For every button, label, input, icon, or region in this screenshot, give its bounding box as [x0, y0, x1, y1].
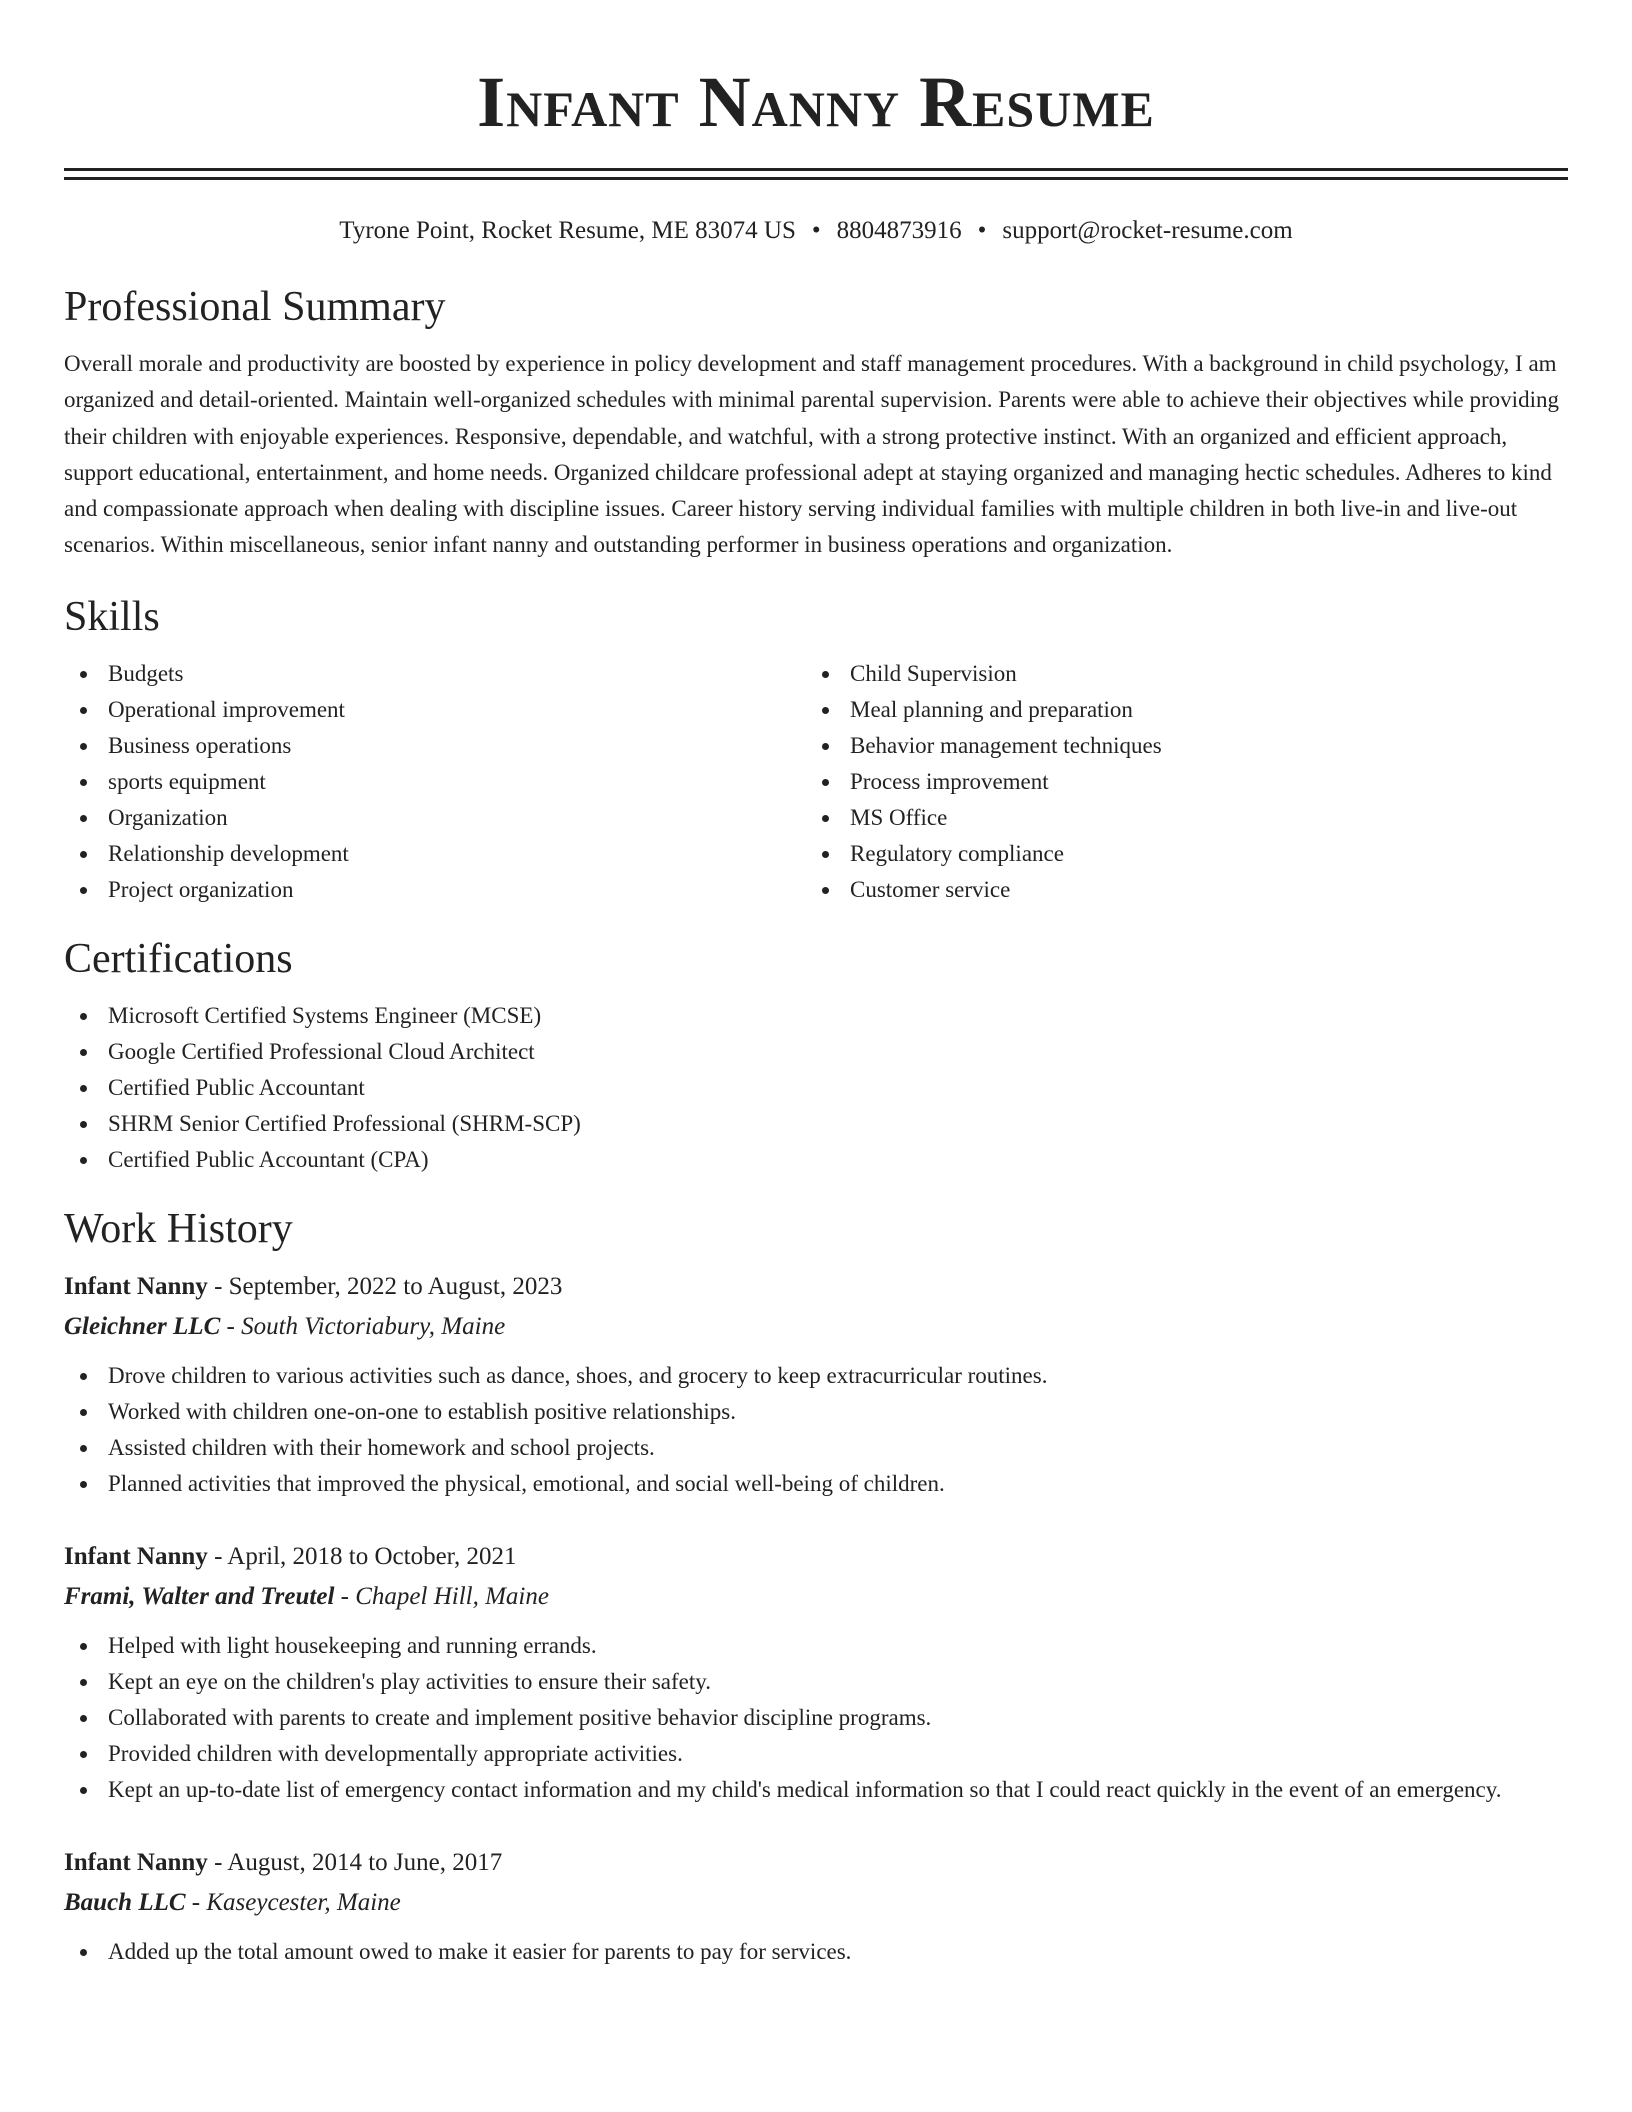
skill-item: Behavior management techniques	[806, 728, 1548, 764]
duty-item: Kept an eye on the children's play activities to ensure their safety.	[64, 1664, 1568, 1700]
duty-item: Kept an up-to-date list of emergency contact information and my child's medical information so that I could react quickly in the event of an emergency.	[64, 1772, 1568, 1808]
job-role: Infant Nanny	[64, 1272, 208, 1300]
job-dates: - April, 2018 to October, 2021	[207, 1542, 517, 1570]
job-dates: - September, 2022 to August, 2023	[207, 1272, 563, 1300]
job-location: - Kaseycester, Maine	[185, 1888, 401, 1916]
job-entry	[64, 1268, 1568, 1502]
certifications-section	[64, 934, 1568, 1178]
job-company: Bauch LLC	[64, 1888, 186, 1916]
job-company-line	[64, 1578, 1568, 1616]
summary-heading: Professional Summary	[64, 284, 446, 330]
skill-item: Meal planning and preparation	[806, 692, 1548, 728]
contact-separator: •	[811, 217, 821, 244]
skill-item: Organization	[64, 800, 806, 836]
skill-item: Relationship development	[64, 836, 806, 872]
job-duties	[64, 1934, 1568, 1970]
certification-item: Certified Public Accountant (CPA)	[64, 1142, 1568, 1178]
certifications-heading: Certifications	[64, 935, 293, 982]
certification-item: Certified Public Accountant	[64, 1070, 1568, 1106]
job-duties	[64, 1628, 1568, 1808]
job-title-line	[64, 1268, 1568, 1306]
resume-title: Infant Nanny Resume	[477, 62, 1155, 142]
skills-section	[64, 592, 1568, 908]
job-dates: - August, 2014 to June, 2017	[207, 1848, 503, 1876]
skills-column-left	[64, 656, 806, 908]
skill-item: sports equipment	[64, 764, 806, 800]
job-company: Gleichner LLC	[64, 1312, 221, 1340]
work-history-section	[64, 1204, 1568, 1970]
job-location: - Chapel Hill, Maine	[334, 1582, 549, 1610]
skills-heading: Skills	[64, 593, 160, 640]
contact-line	[64, 214, 1568, 248]
summary-text: Overall morale and productivity are boosted by experience in policy development and staff management procedures. With a background in child psychology, I am organized and detail-oriented. Maintain well-organized schedules with minimal parental supervision. Parents were able to achieve their objectives while providing their children with enjoyable experiences. Responsive, dependable, and watchful, with a strong protective instinct. With an organized and efficient approach, support educational, entertainment, and home needs. Organized childcare professional adept at staying organized and managing hectic schedules. Adheres to kind and compassionate approach when dealing with discipline issues. Career history serving individual families with multiple children in both live-in and live-out scenarios. Within miscellaneous, senior infant nanny and outstanding performer in business operations and organization.	[64, 351, 1559, 558]
duty-item: Collaborated with parents to create and implement positive behavior discipline programs.	[64, 1700, 1568, 1736]
job-company: Frami, Walter and Treutel	[64, 1582, 335, 1610]
duty-item: Drove children to various activities such as dance, shoes, and grocery to keep extracurricular routines.	[64, 1358, 1568, 1394]
resume-page	[64, 0, 1568, 1970]
duty-item: Worked with children one-on-one to establish positive relationships.	[64, 1394, 1568, 1430]
contact-phone: 8804873916	[836, 217, 962, 244]
certification-item: SHRM Senior Certified Professional (SHRM-SCP)	[64, 1106, 1568, 1142]
title-divider-bottom	[64, 177, 1568, 180]
skill-item: Child Supervision	[806, 656, 1548, 692]
job-location: - South Victoriabury, Maine	[220, 1312, 506, 1340]
skill-item: Operational improvement	[64, 692, 806, 728]
job-role: Infant Nanny	[64, 1542, 208, 1570]
skill-item: Regulatory compliance	[806, 836, 1548, 872]
skills-grid	[64, 656, 1568, 908]
job-role: Infant Nanny	[64, 1848, 208, 1876]
job-entry	[64, 1538, 1568, 1808]
skill-item: MS Office	[806, 800, 1548, 836]
duty-item: Assisted children with their homework and school projects.	[64, 1430, 1568, 1466]
skills-column-right	[806, 656, 1548, 908]
skill-item: Business operations	[64, 728, 806, 764]
duty-item: Helped with light housekeeping and running errands.	[64, 1628, 1568, 1664]
certification-item: Google Certified Professional Cloud Architect	[64, 1034, 1568, 1070]
contact-address: Tyrone Point, Rocket Resume, ME 83074 US	[339, 217, 796, 244]
skill-item: Customer service	[806, 872, 1548, 908]
title-divider-top	[64, 168, 1568, 171]
skill-item: Project organization	[64, 872, 806, 908]
duty-item: Added up the total amount owed to make it easier for parents to pay for services.	[64, 1934, 1568, 1970]
certification-item: Microsoft Certified Systems Engineer (MCSE)	[64, 998, 1568, 1034]
certifications-list	[64, 998, 1568, 1178]
job-title-line	[64, 1538, 1568, 1576]
work-history-heading: Work History	[64, 1205, 293, 1252]
job-company-line	[64, 1884, 1568, 1922]
job-title-line	[64, 1844, 1568, 1882]
job-entry	[64, 1844, 1568, 1970]
duty-item: Provided children with developmentally appropriate activities.	[64, 1736, 1568, 1772]
skill-item: Process improvement	[806, 764, 1548, 800]
summary-section	[64, 282, 1568, 564]
job-company-line	[64, 1308, 1568, 1346]
contact-separator: •	[977, 217, 987, 244]
skill-item: Budgets	[64, 656, 806, 692]
duty-item: Planned activities that improved the physical, emotional, and social well-being of children.	[64, 1466, 1568, 1502]
contact-email: support@rocket-resume.com	[1002, 217, 1293, 244]
job-duties	[64, 1358, 1568, 1502]
